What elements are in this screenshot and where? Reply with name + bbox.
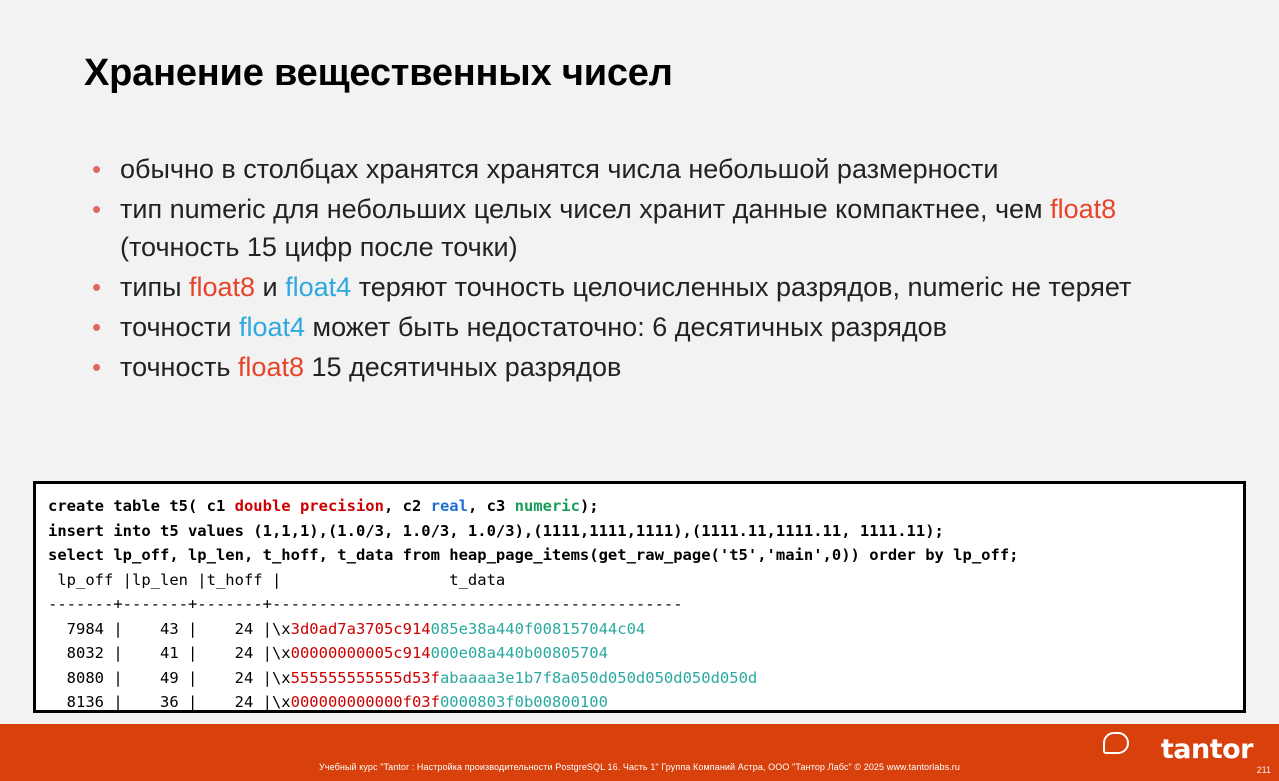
bullet-text: точность float8 15 десятичных разрядов	[120, 352, 622, 382]
code-line: select lp_off, lp_len, t_hoff, t_data from heap_page_items(get_raw_page('t5','main',0)) order by lp_off;	[48, 546, 1019, 564]
footer-copyright: Учебный курс "Tantor : Настройка производительности PostgreSQL 16. Часть 1" Группа Компаний Астра, ООО "Тантор Лабс" © 2025 www.tantorlabs.ru	[319, 762, 960, 772]
code-block	[33, 481, 1246, 713]
bullet-item	[84, 308, 1204, 346]
bullet-text: точности float4 может быть недостаточно: 6 десятичных разрядов	[120, 312, 948, 342]
page-number: 211	[1256, 765, 1271, 775]
page-title: Хранение вещественных чисел	[84, 52, 673, 94]
bullet-marker-icon: •	[92, 154, 102, 184]
bullet-item	[84, 348, 1204, 386]
code-line: 8080 | 49 | 24 |\x555555555555d53fabaaaa3e1b7f8a050d050d050d050d050d	[48, 668, 758, 687]
code-line: 7984 | 43 | 24 |\x3d0ad7a3705c914085e38a440f008157044c04	[48, 619, 646, 638]
bullet-marker-icon: •	[92, 352, 102, 382]
tantor-logo-icon	[1103, 732, 1129, 754]
bullet-list	[84, 150, 1204, 388]
bullet-item	[84, 150, 1204, 188]
code-line: 8032 | 41 | 24 |\x00000000005c914000e08a440b00805704	[48, 644, 608, 662]
code-line: create table t5( c1 double precision, c2 real, c3 numeric);	[48, 497, 599, 515]
bullet-marker-icon: •	[92, 194, 102, 224]
bullet-text: типы float8 и float4 теряют точность целочисленных разрядов, numeric не теряет	[120, 272, 1132, 302]
bullet-item	[84, 268, 1204, 306]
code-line: 8136 | 36 | 24 |\x000000000000f03f0000803f0b00800100	[48, 693, 608, 711]
tantor-logo-text: tantor	[1160, 734, 1253, 765]
bullet-text: тип numeric для небольших целых чисел хранит данные компактнее, чем float8 (точность 15 цифр после точки)	[120, 194, 1117, 262]
bullet-text: обычно в столбцах хранятся хранятся числа небольшой размерности	[120, 154, 999, 184]
bullet-marker-icon: •	[92, 272, 102, 302]
bullet-item	[84, 190, 1204, 266]
bullet-marker-icon: •	[92, 312, 102, 342]
code-line: -------+-------+-------+--------------------------------------------	[48, 595, 683, 613]
code-line: lp_off |lp_len |t_hoff | t_data	[48, 570, 506, 589]
code-line: insert into t5 values (1,1,1),(1.0/3, 1.0/3, 1.0/3),(1111,1111,1111),(1111.11,1111.11, 1111.11);	[48, 521, 944, 540]
